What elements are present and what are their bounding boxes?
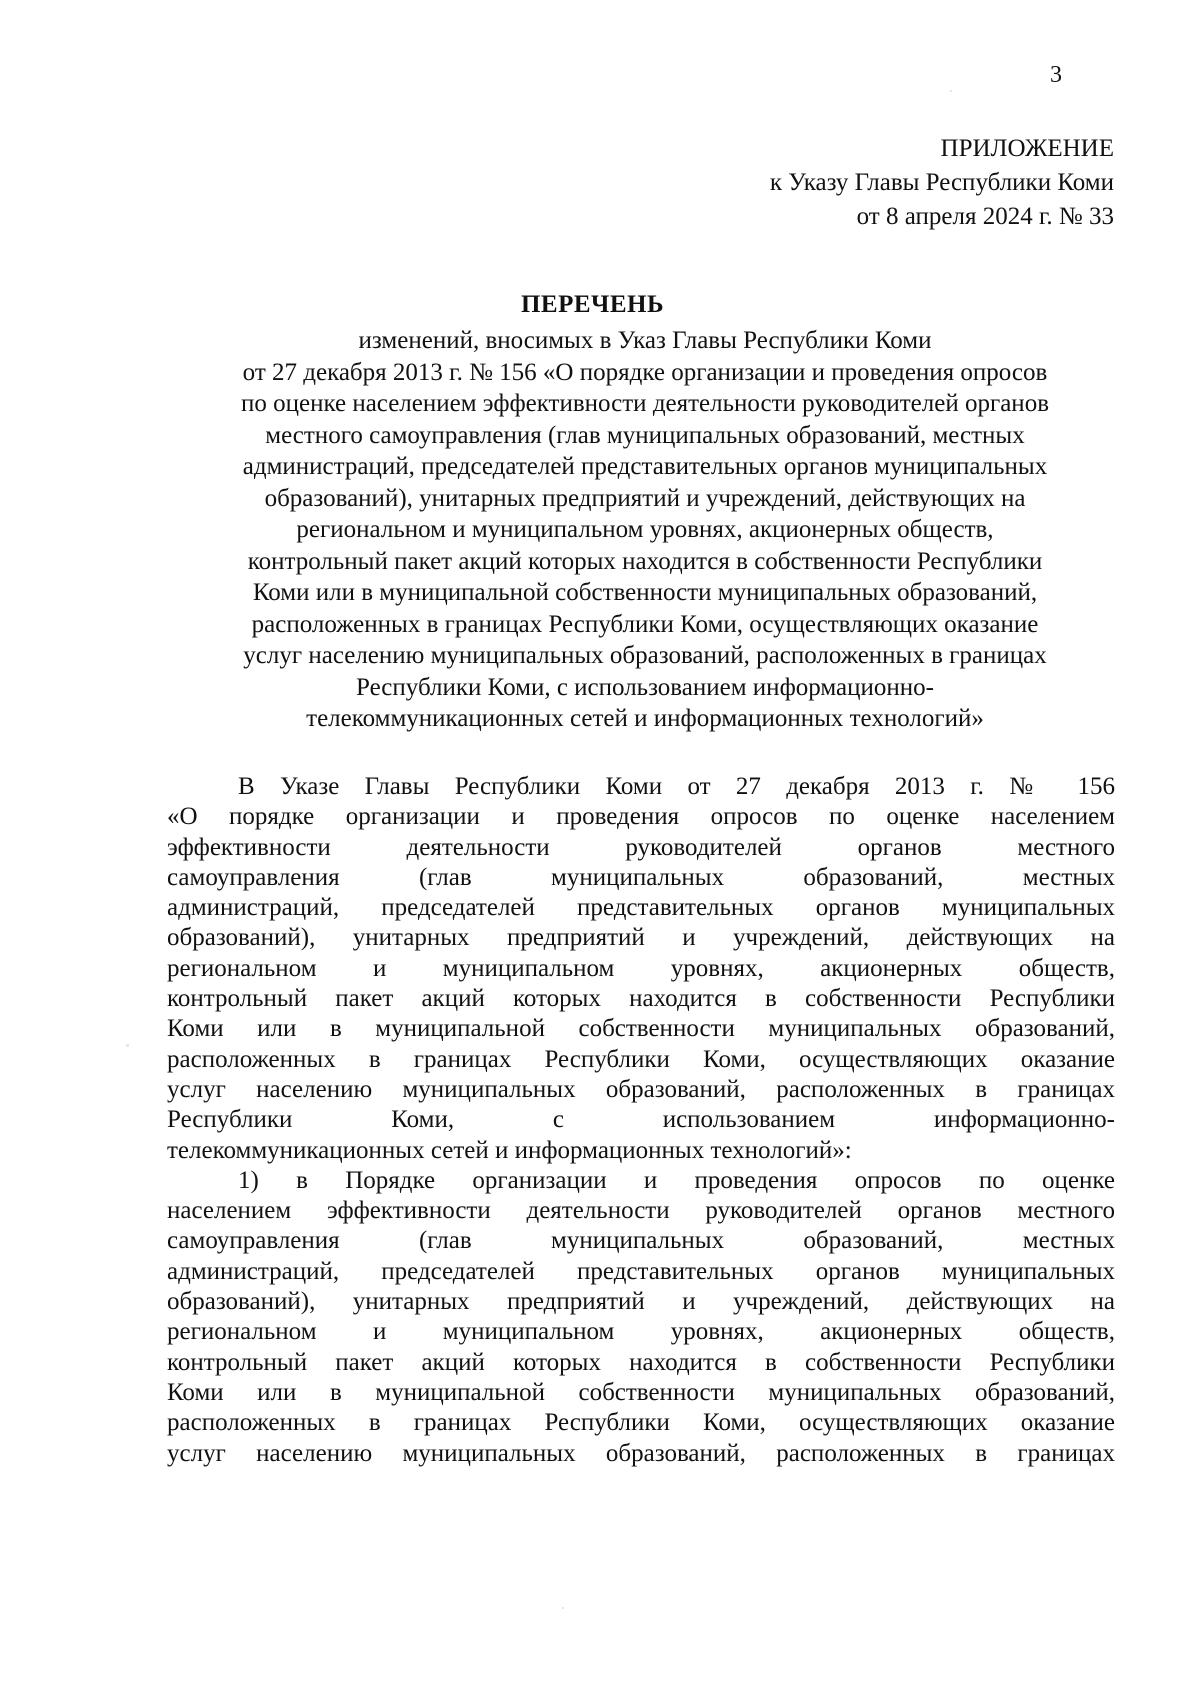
paragraph-line: контрольный пакет акций которых находится в собственности Республики bbox=[167, 985, 1115, 1013]
paragraph-line: администраций, председателей представительных органов муниципальных bbox=[167, 1257, 1115, 1285]
paragraph-line: образований), унитарных предприятий и учреждений, действующих на bbox=[167, 1288, 1115, 1316]
paragraph-intro bbox=[167, 772, 1115, 1166]
paragraph-line: администраций, председателей представительных органов муниципальных bbox=[167, 894, 1115, 922]
subtitle-line: Коми или в муниципальной собственности муниципальных образований, bbox=[252, 579, 1038, 606]
paragraph-line: услуг населению муниципальных образований, расположенных в границах bbox=[167, 1075, 1115, 1103]
subtitle-line: Республики Коми, с использованием информационно- bbox=[356, 673, 934, 701]
paragraph-line: В Указе Главы Республики Коми от 27 декабря 2013 г. № 156 bbox=[238, 773, 1115, 800]
scan-speck bbox=[126, 1044, 129, 1047]
paragraph-line: региональном и муниципальном уровнях, акционерных обществ, bbox=[167, 1318, 1115, 1346]
subtitle-line: по оценке населением эффективности деятельности руководителей органов bbox=[240, 390, 1049, 417]
paragraph-line: самоуправления (глав муниципальных образований, местных bbox=[167, 863, 1115, 891]
paragraph-line: Коми или в муниципальной собственности муниципальных образований, bbox=[167, 1378, 1115, 1406]
subtitle-line: контрольный пакет акций которых находится в собственности Республики bbox=[247, 547, 1043, 575]
subtitle-line: услуг населению муниципальных образований, расположенных в границах bbox=[243, 642, 1047, 669]
paragraph-line: расположенных в границах Республики Коми, осуществляющих оказание bbox=[167, 1409, 1115, 1437]
appendix-header bbox=[770, 132, 1114, 234]
paragraph-line: эффективности деятельности руководителей органов местного bbox=[167, 833, 1115, 861]
page-number: 3 bbox=[1050, 62, 1062, 88]
paragraph-item-1 bbox=[167, 1166, 1115, 1469]
paragraph-line: 1) в Порядке организации и проведения опросов по оценке bbox=[238, 1166, 1115, 1194]
subtitle-line: от 27 декабря 2013 г. № 156 «О порядке организации и проведения опросов bbox=[242, 358, 1048, 386]
document-subtitle bbox=[175, 325, 1115, 735]
appendix-label: ПРИЛОЖЕНИЕ bbox=[940, 135, 1114, 162]
paragraph-line: услуг населению муниципальных образований, расположенных в границах bbox=[167, 1439, 1115, 1467]
appendix-reference: к Указу Главы Республики Коми bbox=[769, 169, 1114, 196]
subtitle-line: местного самоуправления (глав муниципальных образований, местных bbox=[265, 421, 1025, 449]
paragraph-line: образований), унитарных предприятий и учреждений, действующих на bbox=[167, 924, 1115, 952]
document-body bbox=[167, 772, 1115, 1469]
document-title: ПЕРЕЧЕНЬ bbox=[520, 291, 665, 318]
appendix-date-number: от 8 апреля 2024 г. № 33 bbox=[856, 203, 1114, 230]
subtitle-line: администраций, председателей представительных органов муниципальных bbox=[242, 453, 1048, 480]
paragraph-line: «О порядке организации и проведения опросов по оценке населением bbox=[167, 803, 1115, 831]
paragraph-line: телекоммуникационных сетей и информационных технологий»: bbox=[167, 1136, 852, 1164]
paragraph-line: самоуправления (глав муниципальных образований, местных bbox=[167, 1227, 1115, 1255]
paragraph-line: Коми или в муниципальной собственности муниципальных образований, bbox=[167, 1015, 1115, 1043]
subtitle-line: телекоммуникационных сетей и информационных технологий» bbox=[306, 705, 984, 732]
scan-speck bbox=[562, 1607, 564, 1609]
subtitle-line: региональном и муниципальном уровнях, акционерных обществ, bbox=[296, 516, 994, 543]
paragraph-line: населением эффективности деятельности руководителей органов местного bbox=[167, 1197, 1115, 1225]
subtitle-line: изменений, вносимых в Указ Главы Республики Коми bbox=[358, 327, 932, 354]
subtitle-line: расположенных в границах Республики Коми, осуществляющих оказание bbox=[251, 610, 1039, 638]
paragraph-line: региональном и муниципальном уровнях, акционерных обществ, bbox=[167, 954, 1115, 982]
paragraph-line: Республики Коми, с использованием информационно- bbox=[167, 1106, 1115, 1134]
subtitle-line: образований), унитарных предприятий и учреждений, действующих на bbox=[264, 484, 1026, 512]
scan-speck bbox=[950, 90, 952, 92]
paragraph-line: контрольный пакет акций которых находится в собственности Республики bbox=[167, 1348, 1115, 1376]
paragraph-line: расположенных в границах Республики Коми, осуществляющих оказание bbox=[167, 1045, 1115, 1073]
